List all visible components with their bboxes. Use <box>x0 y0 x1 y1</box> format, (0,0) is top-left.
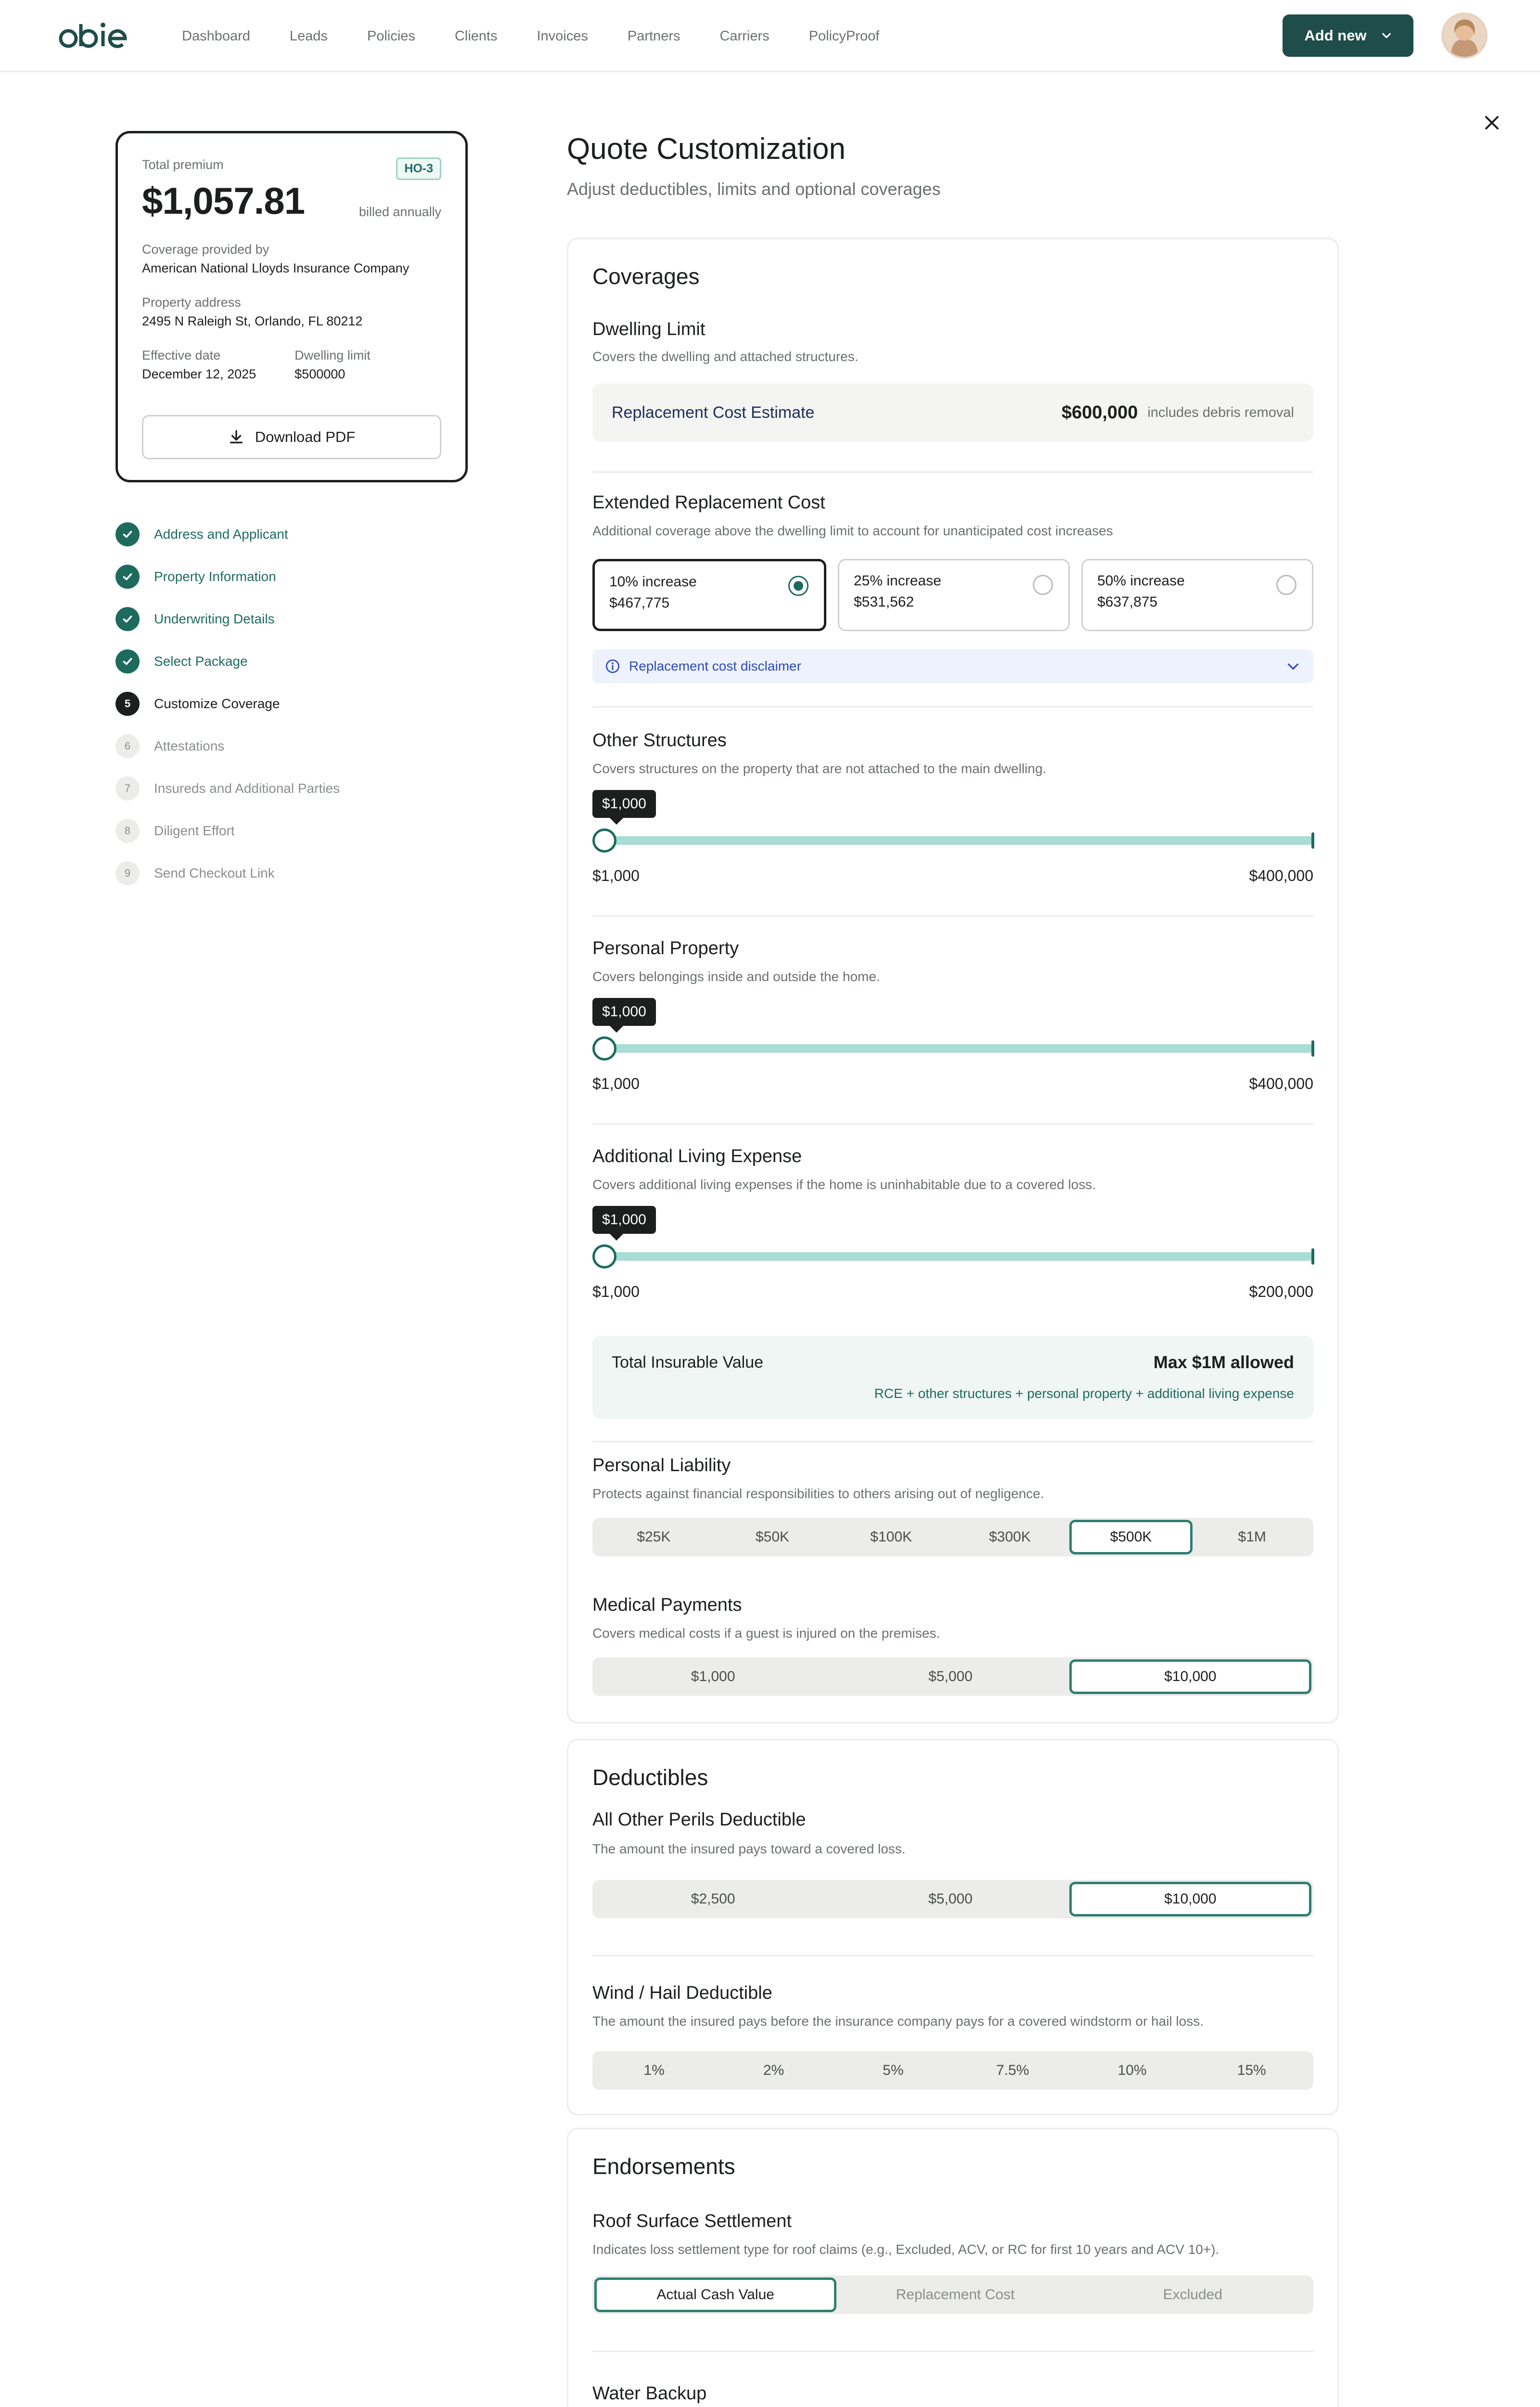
divider <box>592 1441 1313 1442</box>
nav-leads[interactable]: Leads <box>289 28 328 44</box>
personal-property-slider[interactable] <box>592 998 1313 1104</box>
personal-liability-title: Personal Liability <box>592 1455 731 1475</box>
nav-invoices[interactable]: Invoices <box>537 28 588 44</box>
step-diligent-effort[interactable] <box>116 810 340 852</box>
roof-settlement-options <box>592 2276 1313 2314</box>
address-label: Property address <box>142 295 241 310</box>
water-backup-title: Water Backup <box>592 2383 707 2404</box>
total-premium-label: Total premium <box>142 157 224 172</box>
step-number: 5 <box>116 692 140 716</box>
rce-label: Replacement Cost Estimate <box>612 403 815 422</box>
other-structures-title: Other Structures <box>592 730 727 751</box>
segment-option[interactable]: $1,000 <box>691 1669 735 1684</box>
rce-value: $600,000 <box>1061 402 1138 423</box>
segment-option[interactable]: Actual Cash Value <box>594 2278 836 2312</box>
step-insureds-and-additional-parties[interactable] <box>116 767 340 810</box>
add-new-label: Add new <box>1304 27 1367 44</box>
ale-desc: Covers additional living expenses if the home is uninhabitable due to a covered loss. <box>592 1177 1096 1192</box>
step-address-and-applicant[interactable] <box>116 513 340 556</box>
erc-option-value: $531,562 <box>854 594 914 610</box>
nav-partners[interactable]: Partners <box>627 28 680 44</box>
erc-option-10[interactable] <box>592 559 826 631</box>
slider-thumb[interactable] <box>592 1244 616 1268</box>
divider <box>592 915 1313 917</box>
effective-date-value: December 12, 2025 <box>142 367 257 381</box>
step-attestations[interactable] <box>116 725 340 767</box>
medical-payments-options <box>592 1657 1313 1696</box>
erc-desc: Additional coverage above the dwelling limit to account for unanticipated cost increases <box>592 523 1113 538</box>
roof-settlement-title: Roof Surface Settlement <box>592 2211 792 2231</box>
wind-hail-deductible-options <box>592 2051 1313 2090</box>
segment-option[interactable]: 15% <box>1237 2062 1266 2078</box>
effective-date-label: Effective date <box>142 348 221 362</box>
user-avatar[interactable] <box>1441 13 1488 59</box>
segment-option[interactable]: Excluded <box>1163 2287 1223 2303</box>
segment-option[interactable]: $5,000 <box>928 1891 973 1907</box>
step-underwriting-details[interactable] <box>116 598 340 640</box>
slider-max-label: $400,000 <box>1249 867 1313 884</box>
step-property-information[interactable] <box>116 556 340 598</box>
deductibles-title: Deductibles <box>592 1765 708 1790</box>
personal-liability-options <box>592 1518 1313 1556</box>
tiv-label: Total Insurable Value <box>612 1353 764 1372</box>
slider-track-end <box>1311 1248 1314 1265</box>
other-structures-desc: Covers structures on the property that are not attached to the main dwelling. <box>592 761 1047 776</box>
wind-hail-deductible-desc: The amount the insured pays before the insurance company pays for a covered windstorm or hail loss. <box>592 2014 1204 2029</box>
segment-option[interactable]: $100K <box>870 1529 912 1545</box>
step-label: Send Checkout Link <box>154 866 275 880</box>
erc-option-label: 10% increase <box>609 574 697 590</box>
step-send-checkout-link[interactable] <box>116 852 340 894</box>
download-pdf-label: Download PDF <box>255 428 356 445</box>
divider <box>592 706 1313 708</box>
address-value: 2495 N Raleigh St, Orlando, FL 80212 <box>142 314 363 328</box>
provider-label: Coverage provided by <box>142 242 270 257</box>
nav-policyproof[interactable]: PolicyProof <box>808 28 880 44</box>
download-icon <box>228 429 244 445</box>
personal-liability-desc: Protects against financial responsibilities to others arising out of negligence. <box>592 1486 1044 1501</box>
info-icon <box>605 659 620 674</box>
erc-option-label: 25% increase <box>854 573 941 589</box>
top-nav <box>0 0 1540 72</box>
other-structures-slider[interactable] <box>592 790 1313 896</box>
aop-deductible-desc: The amount the insured pays toward a covered loss. <box>592 1841 906 1856</box>
dwelling-limit-value: $500000 <box>295 367 346 381</box>
step-select-package[interactable] <box>116 640 340 683</box>
slider-track[interactable] <box>592 1252 1313 1261</box>
step-number: 8 <box>116 819 140 843</box>
dwelling-limit-title: Dwelling Limit <box>592 319 706 339</box>
step-label: Insureds and Additional Parties <box>154 781 340 796</box>
page-title: Quote Customization <box>567 132 846 166</box>
erc-option-value: $467,775 <box>609 595 670 611</box>
segment-option[interactable]: 5% <box>883 2062 904 2078</box>
nav-dashboard[interactable]: Dashboard <box>182 28 250 44</box>
slider-max-label: $400,000 <box>1249 1075 1313 1092</box>
step-label: Attestations <box>154 738 225 753</box>
coverages-card <box>567 238 1339 1723</box>
slider-thumb[interactable] <box>592 1036 616 1061</box>
radio-unselected[interactable] <box>1276 575 1296 595</box>
main-nav <box>182 0 919 72</box>
segment-option[interactable]: 7.5% <box>996 2062 1029 2078</box>
replacement-cost-disclaimer[interactable] <box>592 649 1313 683</box>
ale-title: Additional Living Expense <box>592 1146 802 1166</box>
step-number: 9 <box>116 861 140 885</box>
slider-track-end <box>1311 1040 1314 1057</box>
erc-option-value: $637,875 <box>1097 594 1158 610</box>
dwelling-limit-label: Dwelling limit <box>295 348 371 362</box>
add-new-button[interactable] <box>1283 14 1413 57</box>
erc-title: Extended Replacement Cost <box>592 492 825 513</box>
segment-option[interactable]: $300K <box>988 1529 1031 1545</box>
disclaimer-label: Replacement cost disclaimer <box>629 659 801 673</box>
segment-option[interactable]: $1M <box>1238 1529 1266 1545</box>
divider <box>592 2351 1313 2352</box>
erc-options <box>592 559 1313 631</box>
step-label: Address and Applicant <box>154 527 288 542</box>
close-icon[interactable] <box>1482 113 1502 132</box>
step-label: Diligent Effort <box>154 823 235 838</box>
policy-type-badge: HO-3 <box>396 157 441 180</box>
segment-option[interactable]: $5,000 <box>928 1669 973 1684</box>
endorsements-title: Endorsements <box>592 2154 735 2179</box>
nav-policies[interactable]: Policies <box>367 28 415 44</box>
deductibles-card <box>567 1739 1339 2115</box>
erc-option-25[interactable] <box>838 559 1070 631</box>
erc-option-label: 50% increase <box>1097 573 1185 589</box>
download-pdf-button[interactable] <box>142 415 441 459</box>
segment-option[interactable]: Replacement Cost <box>896 2287 1015 2303</box>
radio-unselected[interactable] <box>1033 575 1053 595</box>
ale-slider[interactable] <box>592 1206 1313 1312</box>
segment-option[interactable]: $50K <box>755 1529 790 1545</box>
slider-max-label: $200,000 <box>1249 1283 1313 1300</box>
chevron-down-icon <box>1285 659 1301 674</box>
segment-option[interactable]: 10% <box>1117 2062 1147 2078</box>
billing-frequency: billed annually <box>359 205 441 219</box>
divider <box>592 1123 1313 1125</box>
erc-option-50[interactable] <box>1081 559 1313 631</box>
segment-option[interactable]: $500K <box>1069 1520 1193 1554</box>
aop-deductible-options <box>592 1880 1313 1918</box>
segment-option[interactable]: $25K <box>637 1529 671 1545</box>
slider-value-tooltip: $1,000 <box>592 1206 656 1234</box>
step-label: Select Package <box>154 654 248 669</box>
nav-clients[interactable]: Clients <box>454 28 498 44</box>
segment-option[interactable]: 2% <box>763 2062 784 2078</box>
medical-payments-title: Medical Payments <box>592 1595 742 1615</box>
nav-carriers[interactable]: Carriers <box>719 28 770 44</box>
step-number: 7 <box>116 776 140 801</box>
personal-property-title: Personal Property <box>592 938 739 958</box>
medical-payments-desc: Covers medical costs if a guest is injured on the premises. <box>592 1626 940 1641</box>
check-icon <box>116 607 140 631</box>
step-label: Customize Coverage <box>154 696 280 711</box>
total-insurable-value <box>592 1336 1313 1419</box>
roof-settlement-desc: Indicates loss settlement type for roof claims (e.g., Excluded, ACV, or RC for first 10 years and ACV 10+). <box>592 2242 1219 2257</box>
check-icon <box>116 649 140 673</box>
slider-track[interactable] <box>592 836 1313 845</box>
slider-thumb[interactable] <box>592 828 616 853</box>
step-customize-coverage[interactable] <box>116 683 340 725</box>
tiv-max: Max $1M allowed <box>1153 1352 1294 1372</box>
chevron-down-icon <box>1381 30 1392 41</box>
personal-property-desc: Covers belongings inside and outside the home. <box>592 969 880 984</box>
coverages-title: Coverages <box>592 264 700 289</box>
step-label: Underwriting Details <box>154 611 275 626</box>
dwelling-limit-desc: Covers the dwelling and attached structures. <box>592 349 859 364</box>
slider-value-tooltip: $1,000 <box>592 998 656 1026</box>
segment-option[interactable]: $10,000 <box>1069 1659 1311 1694</box>
slider-min-label: $1,000 <box>592 1075 640 1092</box>
segment-option[interactable]: 1% <box>643 2062 665 2078</box>
divider <box>592 1955 1313 1956</box>
segment-option[interactable]: $10,000 <box>1069 1882 1311 1916</box>
replacement-cost-estimate <box>592 384 1313 441</box>
progress-steps <box>116 513 340 894</box>
check-icon <box>116 565 140 589</box>
obie-logo[interactable] <box>58 20 135 51</box>
aop-deductible-title: All Other Perils Deductible <box>592 1810 806 1830</box>
step-number: 6 <box>116 734 140 758</box>
slider-track[interactable] <box>592 1044 1313 1053</box>
rce-note: includes debris removal <box>1147 404 1294 420</box>
quote-summary-card <box>116 131 468 482</box>
page-subtitle: Adjust deductibles, limits and optional coverages <box>567 179 941 199</box>
slider-track-end <box>1311 832 1314 849</box>
step-label: Property Information <box>154 569 276 584</box>
endorsements-card <box>567 2128 1339 2407</box>
radio-selected[interactable] <box>788 576 808 596</box>
slider-value-tooltip: $1,000 <box>592 790 656 818</box>
wind-hail-deductible-title: Wind / Hail Deductible <box>592 1983 772 2003</box>
tiv-formula: RCE + other structures + personal property + additional living expense <box>874 1386 1294 1401</box>
provider-value: American National Lloyds Insurance Company <box>142 261 410 275</box>
slider-min-label: $1,000 <box>592 1283 640 1300</box>
total-premium-value: $1,057.81 <box>142 180 305 222</box>
divider <box>592 471 1313 473</box>
slider-min-label: $1,000 <box>592 867 640 884</box>
segment-option[interactable]: $2,500 <box>691 1891 735 1907</box>
check-icon <box>116 522 140 546</box>
